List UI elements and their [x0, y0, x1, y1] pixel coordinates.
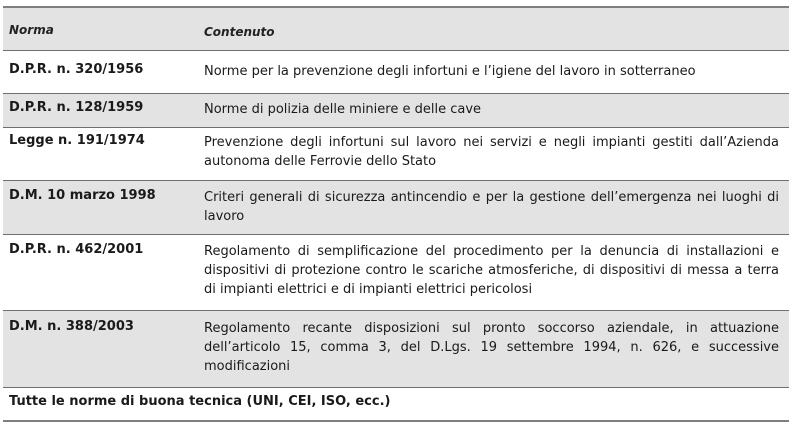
- table-row: [3, 127, 789, 180]
- row-norma: D.P.R. n. 128/1959: [9, 100, 144, 115]
- regulations-table: [3, 6, 789, 422]
- table-row: [3, 50, 789, 93]
- header-contenuto: Contenuto: [204, 25, 275, 39]
- table-row: [3, 234, 789, 310]
- table-row: [3, 93, 789, 127]
- row-contenuto: Regolamento recante disposizioni sul pronto soccorso aziendale, in attuazione dell’articolo 15, comma 3, del D.Lgs. 19 settembre 1994, n. 626, e successive modificazioni: [204, 321, 779, 374]
- row-contenuto: Criteri generali di sicurezza antincendio e per la gestione dell’emergenza nei luoghi di lavoro: [204, 190, 779, 224]
- row-norma: D.P.R. n. 320/1956: [9, 62, 144, 77]
- row-norma: D.M. 10 marzo 1998: [9, 188, 156, 203]
- table-row: [3, 180, 789, 234]
- row-norma: Legge n. 191/1974: [9, 133, 145, 148]
- table-footer: Tutte le norme di buona tecnica (UNI, CEI, ISO, ecc.): [3, 387, 789, 420]
- row-contenuto: Prevenzione degli infortuni sul lavoro nei servizi e negli impianti gestiti dall’Azienda autonoma delle Ferrovie dello Stato: [204, 135, 779, 169]
- row-contenuto: Regolamento di semplificazione del procedimento per la denuncia di installazioni e dispositivi di protezione contro le scariche atmosferiche, di dispositivi di messa a terra di impianti elettrici e di impianti elettrici pericolosi: [204, 244, 779, 297]
- table-row: [3, 310, 789, 387]
- table-header: [3, 8, 789, 50]
- row-norma: D.P.R. n. 462/2001: [9, 242, 144, 257]
- row-contenuto: Norme di polizia delle miniere e delle cave: [204, 102, 482, 117]
- header-norma: Norma: [9, 23, 54, 37]
- row-norma: D.M. n. 388/2003: [9, 319, 134, 334]
- row-contenuto: Norme per la prevenzione degli infortuni e l’igiene del lavoro in sotterraneo: [204, 64, 696, 79]
